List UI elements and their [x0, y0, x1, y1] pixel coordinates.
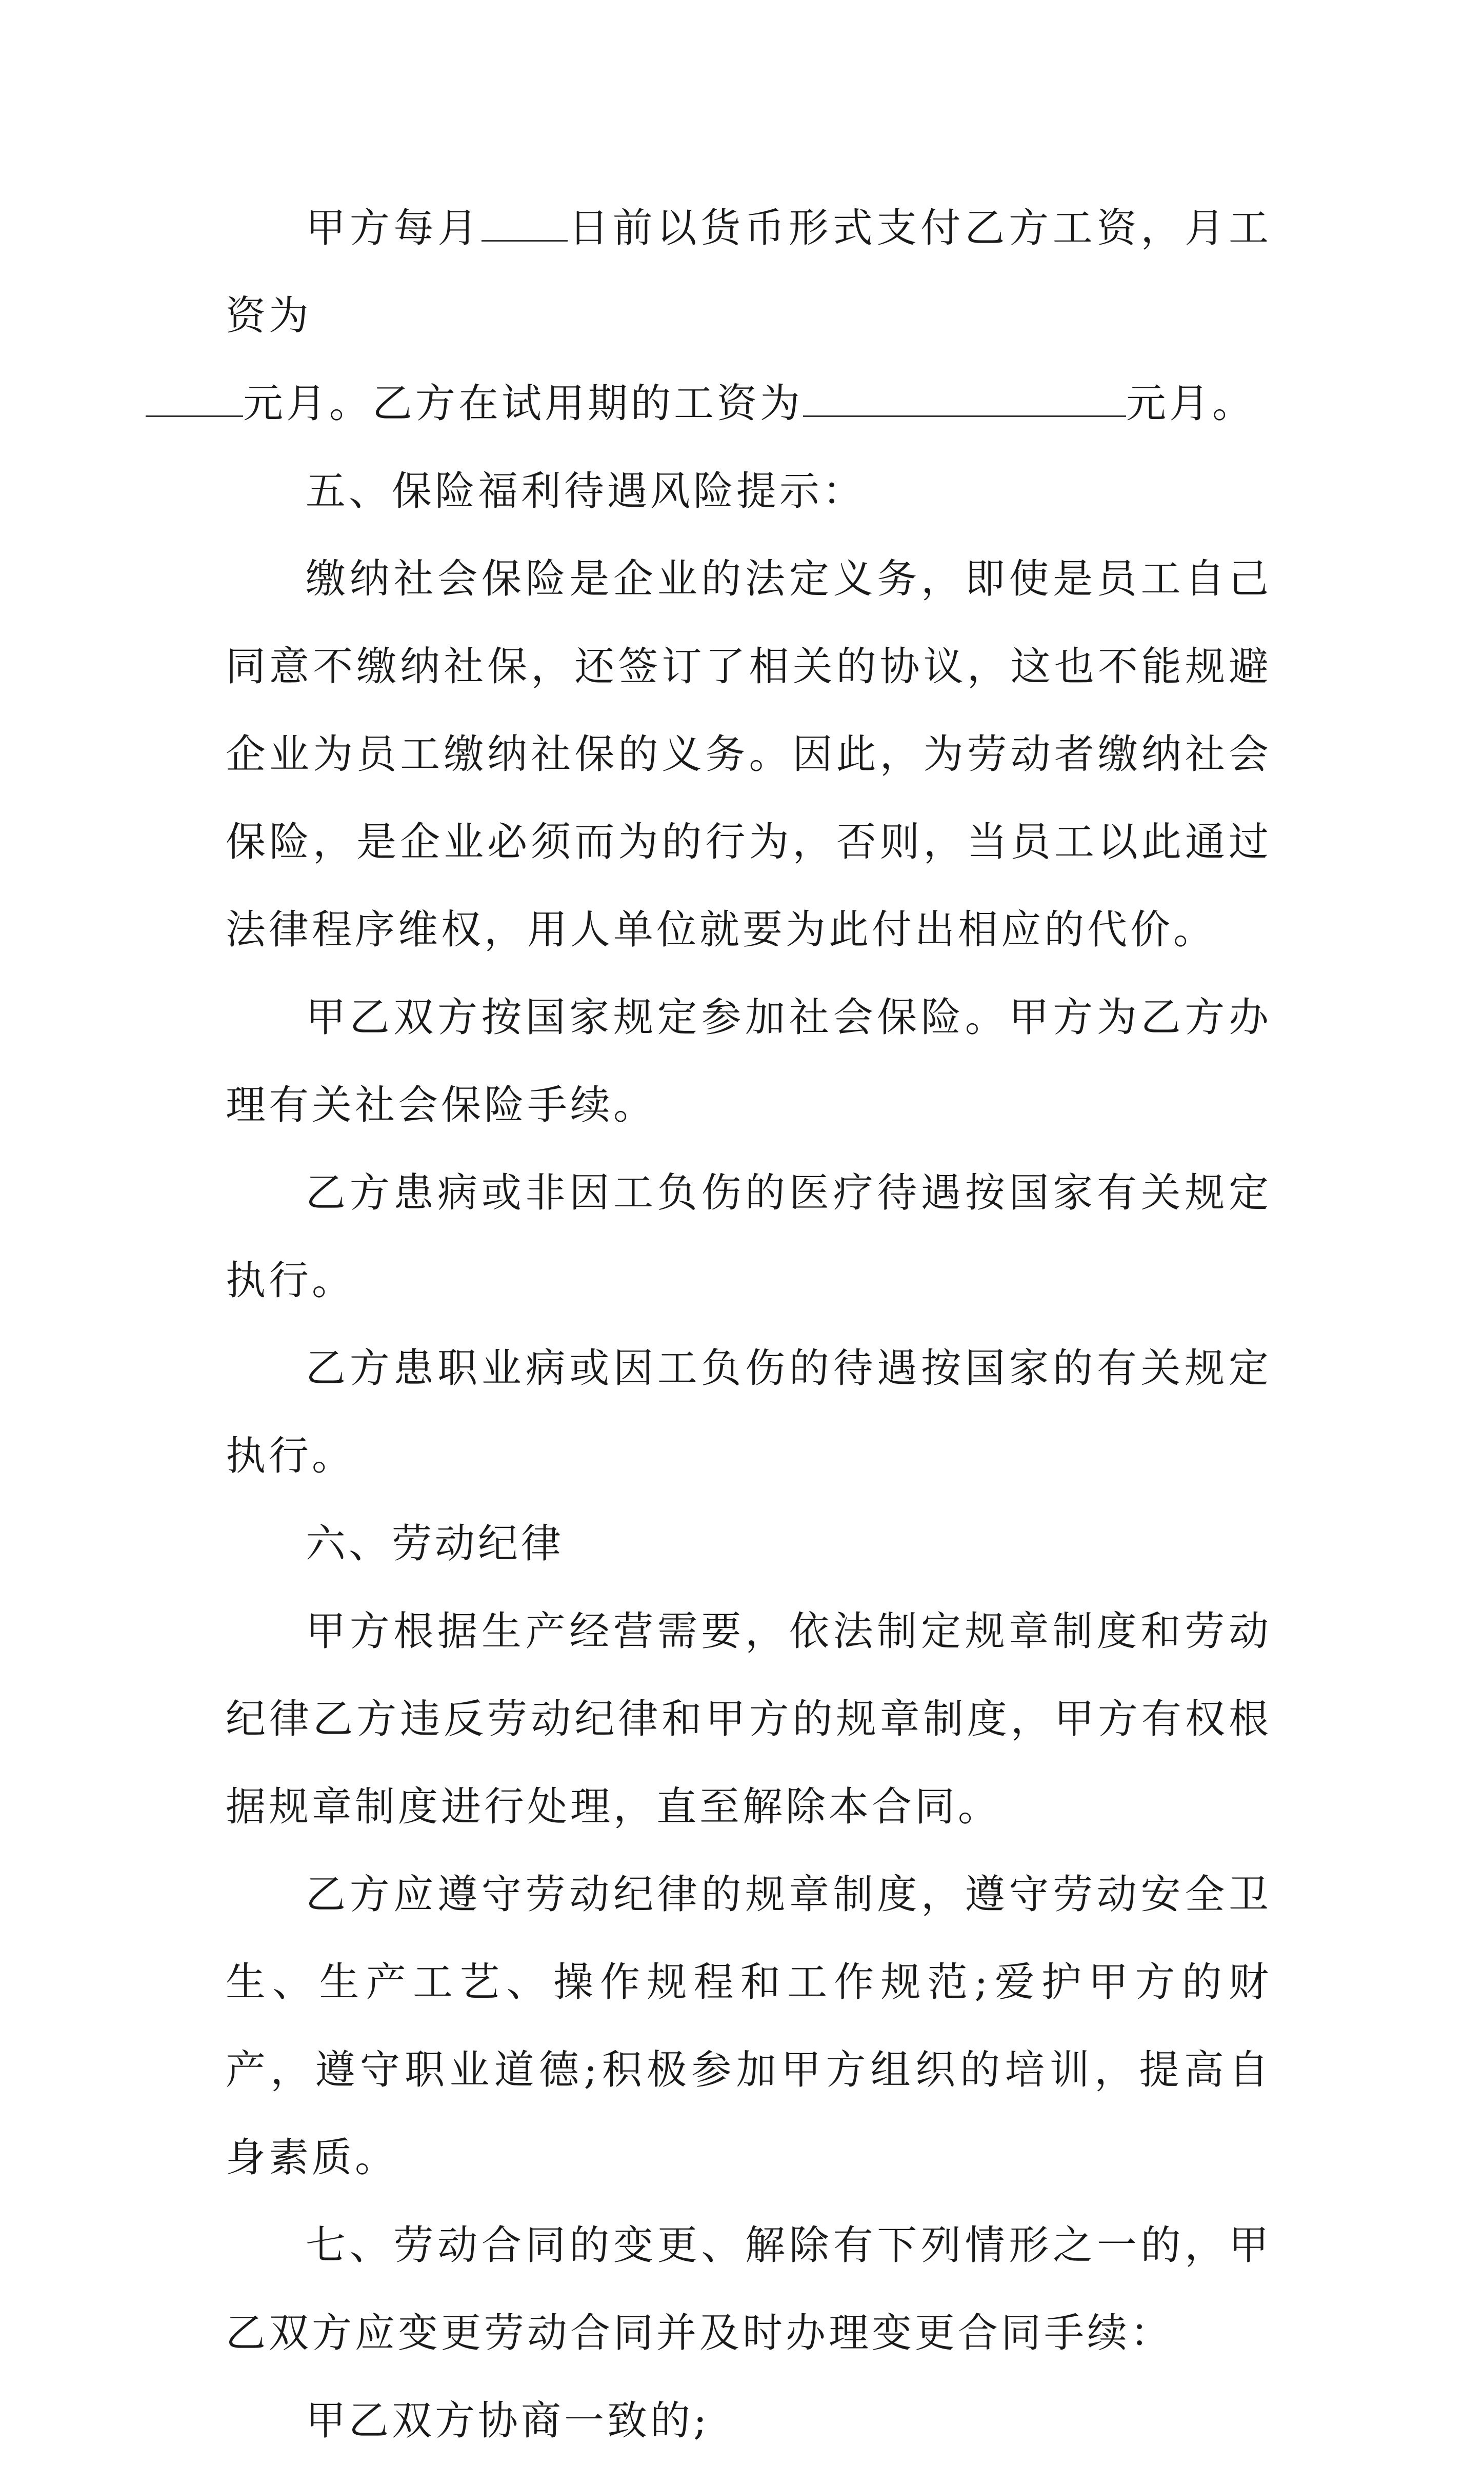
- wage-clause: [226, 185, 1272, 448]
- probation-wage-blank[interactable]: [803, 385, 1126, 417]
- wage-text-1: 甲方每月: [306, 205, 482, 251]
- payday-blank[interactable]: [482, 209, 568, 242]
- labor-discipline-paragraph: 甲方根据生产经营需要，依法制定规章制度和劳动纪律乙方违反劳动纪律和甲方的规章制度，甲方有权根据规章制度进行处理，直至解除本合同。: [226, 1608, 1272, 1830]
- monthly-wage-blank[interactable]: [146, 385, 243, 417]
- mutual-agreement-item: 甲乙双方协商一致的;: [306, 2398, 710, 2444]
- wage-text-3: 元月。乙方在试用期的工资为: [243, 381, 804, 427]
- social-insurance-paragraph: 甲乙双方按国家规定参加社会保险。甲方为乙方办理有关社会保险手续。: [226, 995, 1272, 1128]
- section-heading-7: 七、劳动合同的变更、解除有下列情形之一的，甲乙双方应变更劳动合同并及时办理变更合同手续：: [226, 2222, 1272, 2356]
- employee-obligations-paragraph: 乙方应遵守劳动纪律的规章制度，遵守劳动安全卫生、生产工艺、操作规程和工作规范;爱护甲方的财产，遵守职业道德;积极参加甲方组织的培训，提高自身素质。: [226, 1872, 1272, 2181]
- insurance-risk-paragraph: 缴纳社会保险是企业的法定义务，即使是员工自己同意不缴纳社保，还签订了相关的协议，这也不能规避企业为员工缴纳社保的义务。因此，为劳动者缴纳社会保险，是企业必须而为的行为，否则，当员工以此通过法律程序维权，用人单位就要为此付出相应的代价。: [226, 556, 1272, 953]
- section-heading-6: 六、劳动纪律: [306, 1521, 565, 1567]
- document-page: [226, 185, 1272, 2465]
- wage-text-4: 元月。: [1126, 381, 1256, 427]
- occupational-injury-paragraph: 乙方患职业病或因工负伤的待遇按国家的有关规定执行。: [226, 1345, 1272, 1479]
- medical-treatment-paragraph: 乙方患病或非因工负伤的医疗待遇按国家有关规定执行。: [226, 1170, 1272, 1304]
- wage-text-2: 日前以货币形式支付乙方工资，月工资为: [226, 205, 1272, 339]
- section-heading-5: 五、保险福利待遇风险提示：: [306, 468, 866, 514]
